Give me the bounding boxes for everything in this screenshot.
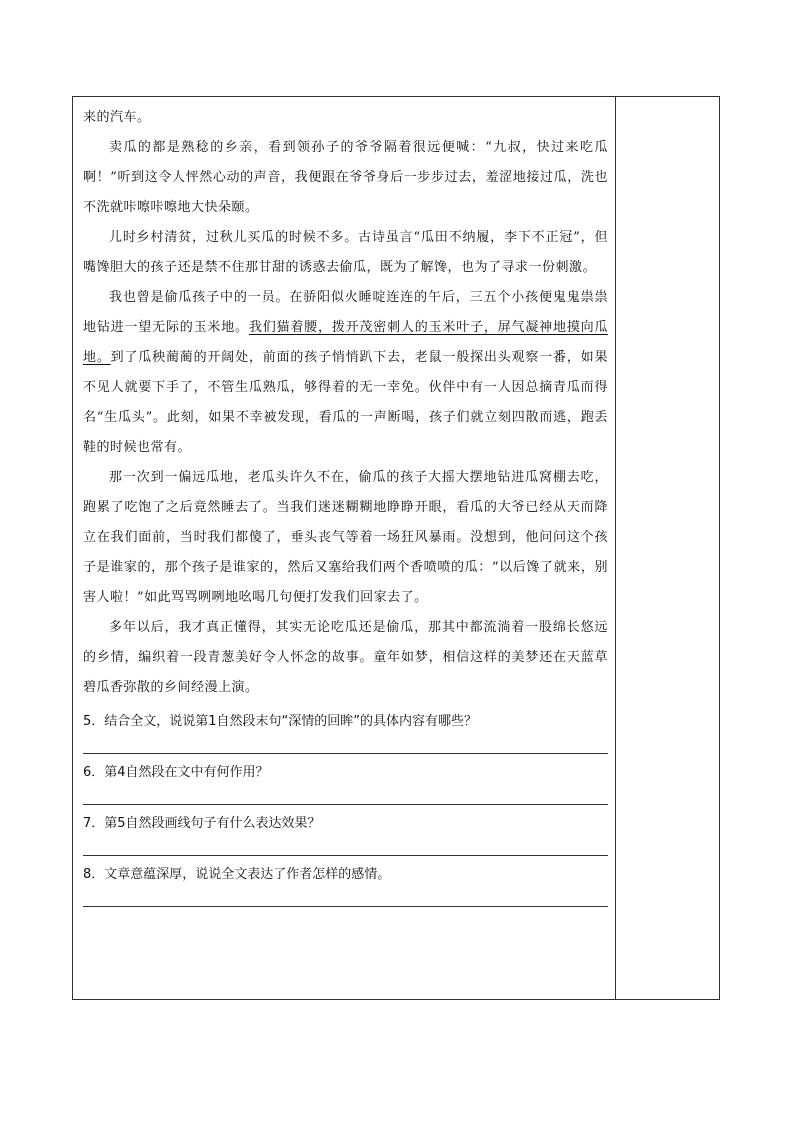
- paragraph-3-text-before: 我也曾是偷瓜孩子中的一员。在骄阳似火睡啶连连的午后，三五个小孩便鬼鬼祟祟地钻进一望无际的玉米地。: [83, 290, 608, 335]
- passage-paragraph-1: 卖瓜的都是熟稔的乡亲，看到领孙子的爷爷隔着很远便喊：“九叔，快过来吃瓜啊！”听到这令人怦然心动的声音，我便跟在爷爷身后一步步过去，羞涩地接过瓜，洗也不洗就咔嚓咔嚓地大快朵颐。: [83, 140, 608, 215]
- question-7: 7．第5自然段画线句子有什么表达效果？: [83, 816, 321, 831]
- column-divider: [615, 97, 616, 999]
- passage-paragraph-3: [83, 283, 608, 463]
- passage-paragraph-5: 多年以后，我才真正懂得，其实无论吃瓜还是偷瓜，那其中都流淌着一股绵长悠远的乡情，编织着一段青葱美好令人怀念的故事。童年如梦，相信这样的美梦还在天蓝草碧瓜香弥散的乡间经漫上演。: [83, 620, 608, 695]
- question-6: 6．第4自然段在文中有何作用？: [83, 765, 269, 780]
- worksheet-table: [72, 96, 720, 1000]
- passage-paragraph-2: 儿时乡村清贫，过秋儿买瓜的时候不多。古诗虽言“瓜田不纳履，李下不正冠”，但嘴馋胆大的孩子还是禁不住那甘甜的诱惑去偷瓜，既为了解馋，也为了寻求一份刺激。: [83, 230, 608, 275]
- passage-paragraph-4: 那一次到一偏远瓜地，老瓜头许久不在，偷瓜的孩子大摇大摆地钻进瓜窝棚去吃，跑累了吃饱了之后竟然睡去了。当我们迷迷糊糊地睁睁开眼，看瓜的大爷已经从天而降立在我们面前，当时我们都傻了，垂头丧气等着一场狂风暴雨。没想到，他问问这个孩子是谁家的，那个孩子是谁家的，然后又塞给我们两个香喷喷的瓜：“以后馋了就来，别害人啦！”如此骂骂咧咧地吆喝几句便打发我们回家去了。: [83, 470, 608, 605]
- question-5: 5．结合全文，说说第1自然段末句“深情的回眸”的具体内容有哪些？: [83, 714, 478, 729]
- paragraph-3-text-after: 到了瓜秧蔺蔺的开阔处，前面的孩子悄悄趴下去，老鼠一般探出头观察一番，如果不见人就要下手了，不管生瓜熟瓜，够得着的无一幸免。伙伴中有一人因总摘青瓜而得名“生瓜头”。此刻，如果不幸被发现，看瓜的一声断喝，孩子们就立刻四散而逃，跑丢鞋的时候也常有。: [83, 350, 608, 455]
- answer-line-8[interactable]: [83, 886, 608, 907]
- main-cell: [83, 103, 608, 913]
- underlined-sentence: 我们猫着腰，拨开茂密刺人的玉米叶子，屏气凝神地摸向瓜地。: [83, 320, 608, 365]
- answer-line-5[interactable]: [83, 733, 608, 754]
- question-8: 8．文章意蕴深厚，说说全文表达了作者怎样的感情。: [83, 867, 391, 882]
- passage-paragraph-0: 来的汽车。: [83, 110, 151, 125]
- answer-line-6[interactable]: [83, 784, 608, 805]
- answer-line-7[interactable]: [83, 835, 608, 856]
